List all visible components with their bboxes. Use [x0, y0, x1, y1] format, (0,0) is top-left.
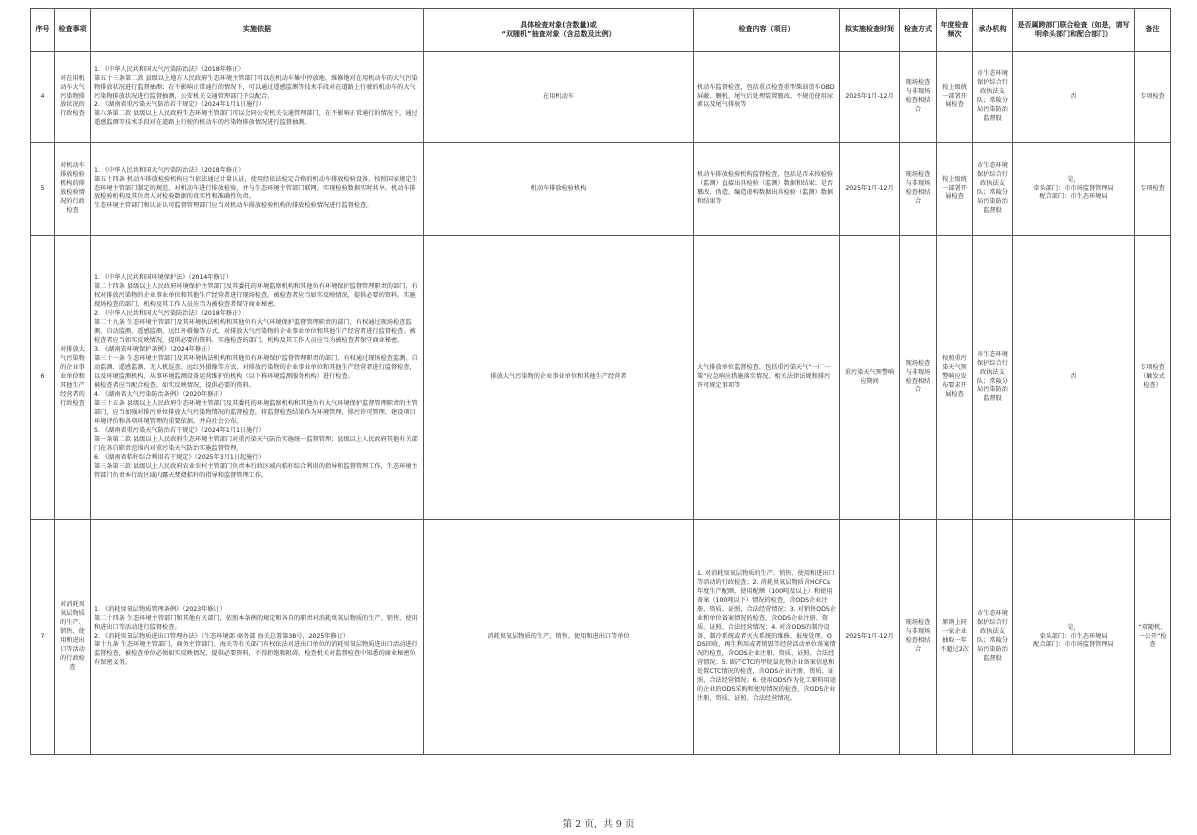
row-item: 对消耗臭氧层物质的生产、销售、使用和进出口等活动的行政检查 [55, 520, 91, 755]
row-basis: 1. 《中华人民共和国大气污染防治法》（2018年修正） 第五十四条 机动车排放检验机构应当依法通过计量认证，使用经依法检定合格的机动车排放检验设备，按照国家规定生态环境主管部门制定的规范，对机动车进行排放检验，并与生态环境主管部门联网，实现检验数据实时共享。机动车排放检验机构及其负责人对检验数据的真实性和准确性负责。 生态环境主管部门和认证认可监督管理部门应当对机动车排放检验机构的排放检验情况进行监督检查。 [91, 143, 424, 236]
header-item: 检查事项 [55, 9, 91, 52]
inspection-plan-sheet [30, 8, 1171, 755]
row-seq: 4 [31, 52, 55, 143]
row-item: 对机动车排放检验机构的排放检验情况的行政检查 [55, 143, 91, 236]
row-seq: 6 [31, 236, 55, 520]
row-remark: 专项检查 [1135, 143, 1171, 236]
row-basis: 1. 《消耗臭氧层物质管理条例》（2023年修订） 第二十四条 生态环境主管部门和其他有关部门，依照本条例的规定和各自的职责对消耗臭氧层物质的生产、销售、使用和进出口等活动进行监督检查。 2. 《消耗臭氧层物质进出口管理办法》（生态环境部 商务部 海关总署第38号，2025年修订） 第十九条 生态环境主管部门、商务主管部门、海关等有关部门有权依法对进出口单位的消耗臭氧层物质进出口活动进行监督检查，被检查单位必须如实反映情况，提供必要资料，不得拒绝和阻碍。检查机关对监督检查中知悉的商业秘密负有保密义务。 [91, 520, 424, 755]
row-method: 现场检查与非现场检查相结合 [900, 52, 937, 143]
row-freq: 按上级统一部署开展检查 [937, 52, 973, 143]
row-remark: 专项检查 [1135, 52, 1171, 143]
row-seq: 7 [31, 520, 55, 755]
header-freq: 年度检查频次 [937, 9, 973, 52]
header-target: 具体检查对象(含数量)或 “双随机”抽查对象（含总数及比例） [424, 9, 694, 52]
row-freq: 按上级统一部署开展检查 [937, 143, 973, 236]
row-joint: 否 [1013, 236, 1135, 520]
row-target: 消耗臭氧层物质的生产、销售、使用和进出口等单位 [424, 520, 694, 755]
row-time: 2025年1月-12月 [840, 52, 900, 143]
row-method: 现场检查与非现场检查相结合 [900, 143, 937, 236]
row-time: 2025年1月-12月 [840, 143, 900, 236]
row-time: 2025年1月-12月 [840, 520, 900, 755]
row-content: 机动车排放检验机构监督检查，包括是否未按检验（监测）直接出具检验（监测）数据和结果；是否篡改、伪造、编造虚构数据出具检验（监测）数据和结果等 [694, 143, 840, 236]
row-org: 市生态环境保护综合行政执法支队；常陵分局污染防治监督股 [973, 236, 1013, 520]
row-joint: 是， 牵头部门：市市场监督管理局 配合部门：市生态环境局 [1013, 143, 1135, 236]
header-remark: 备注 [1135, 9, 1171, 52]
row-remark: 专项检查（触发式检查） [1135, 236, 1171, 520]
header-content: 检查内容（项目） [694, 9, 840, 52]
table-row [31, 236, 1171, 520]
table-row [31, 520, 1171, 755]
header-joint: 是否属跨部门联合检查（如是，请写明牵头部门和配合部门） [1013, 9, 1135, 52]
row-method: 现场检查与非现场检查相结合 [900, 520, 937, 755]
row-org: 市生态环境保护综合行政执法支队；常陵分局污染防治监督股 [973, 520, 1013, 755]
row-content: 大气排放单位监督检查，包括重污染天气“一厂一策”应急响应措施落实情况、相关法律法规和排污许可规定事项等 [694, 236, 840, 520]
row-basis: 1. 《中华人民共和国大气污染防治法》（2018年修正） 第五十三条第二款 县级以上地方人民政府生态环境主管部门可以在机动车集中停放地、维修地对在用机动车的大气污染物排放状况进行监督抽测；在不影响正常通行的情况下，可以通过遥感监测等技术手段对在道路上行驶的机动车的大气污染物排放状况进行监督抽测，公安机关交通管理部门予以配合。 2. 《湖南省重污染天气防治若干规定》（2024年1月1日施行） 第八条第二款 县级以上人民政府生态环境主管部门可以会同公安机关交通管理部门，在不影响正常通行的情况下，通过遥感监测等技术手段对在道路上行驶的机动车的污染物排放情况进行监督抽测。 [91, 52, 424, 143]
header-basis: 实施依据 [91, 9, 424, 52]
table-row [31, 52, 1171, 143]
row-joint: 否 [1013, 52, 1135, 143]
page-number: 第 2 页，共 9 页 [562, 819, 635, 830]
inspection-plan-table [30, 8, 1171, 755]
row-time: 重污染天气预警响应期间 [840, 236, 900, 520]
row-method: 现场检查与非现场检查相结合 [900, 236, 937, 520]
row-item: 对在用机动车大气污染物排放状况的行政检查 [55, 52, 91, 143]
header-seq: 序号 [31, 9, 55, 52]
row-freq: 原则上同一家企业抽取一年不超过2次 [937, 520, 973, 755]
row-target: 机动车排放检验机构 [424, 143, 694, 236]
row-org: 市生态环境保护综合行政执法支队；常陵分局污染防治监督股 [973, 52, 1013, 143]
row-freq: 按照重污染天气预警响应发布要求开展检查 [937, 236, 973, 520]
table-header-row [31, 9, 1171, 52]
row-remark: “双随机、一公开”检查 [1135, 520, 1171, 755]
row-joint: 是， 牵头部门：市生态环境局 配合部门：市市场监督管理局 [1013, 520, 1135, 755]
row-target: 排放大气污染物的企业事业单位和其他生产经营者 [424, 236, 694, 520]
header-time: 拟实施检查时间 [840, 9, 900, 52]
row-target: 在用机动车 [424, 52, 694, 143]
row-seq: 5 [31, 143, 55, 236]
row-basis: 1. 《中华人民共和国环境保护法》（2014年修订） 第二十四条 县级以上人民政府环境保护主管部门及其委托的环境监察机构和其他负有环境保护监督管理职责的部门，有权对排放污染物的企业事业单位和其他生产经营者进行现场检查。被检查者应当如实反映情况，提供必要的资料。实施现场检查的部门、机构及其工作人员应当为被检查者保守商业秘密。 2. 《中华人民共和国大气污染防治法》（2018年修正） 第二十九条 生态环境主管部门及其环境执法机构和其他负有大气环境保护监督管理职责的部门，有权通过现场检查监测、自动监测、遥感监测、远红外摄像等方式，对排放大气污染物的企业事业单位和其他生产经营者进行监督检查。被检查者应当如实反映情况，提供必要的资料。实施检查的部门、机构及其工作人员应当为被检查者保守商业秘密。 3. 《湖南省环境保护条例》（2024年修正） 第三十一条 生态环境主管部门及其环境执法机构和其他负有环境保护监督管理职责的部门，有权通过现场检查监测、自动监测、遥感监测、无人机巡查、远红外摄像等方式，对排放污染物的企业事业单位和其他生产经营者进行监督检查，以及环境监测机构、从事环境监测设备运营维护的机构（以下称环境监测服务机构）进行检查。 被检查者应当配合检查，如实反映情况，提供必要的资料。 4. 《湖南省大气污染防治条例》（2020年修正） 第三十五条 县级以上人民政府生态环境主管部门及其委托的环境监察机构和其他负有大气环境保护监督管理职责的主管部门，应当加强对排污单位排放大气污染物情况的监督检查，将监督检查结果作为环境管理、排污许可管理、建设项目环境评价和各项环境管理的重要依据，并向社会公布。 5. 《湖南省重污染天气防治若干规定》（2024年1月1日施行） 第一条第二款 县级以上人民政府生态环境主管部门对重污染天气防治实施统一监督管理；县级以上人民政府其他有关部门在各自职责范围内对重污染天气防治实施监督管理。 6. 《湖南省秸秆综合利用若干规定》（2025年3月1日起施行） 第三条第三款 县级以上人民政府农业农村主管部门负责本行政区域内秸秆综合利用的指导和监督管理工作，生态环境主管部门负责本行政区域内露天焚烧秸秆的指导和监督管理工作。 [91, 236, 424, 520]
header-method: 检查方式 [900, 9, 937, 52]
row-org: 市生态环境保护综合行政执法支队；常陵分局污染防治监督股 [973, 143, 1013, 236]
row-content: 机动车监督检查，包括重点检查重型柴油货车OBD屏蔽、删机、尾气后处理装置篡改、不规范使用尿素以及尾气排放等 [694, 52, 840, 143]
header-org: 承办机构 [973, 9, 1013, 52]
row-content: 1. 对消耗臭氧层物质的生产、销售、使用和进出口等活动的行政检查；2. 消耗臭氧层物质含HCFCs 年度生产配额，使用配额（100吨及以上）和使用备案（100吨以下）情况的检查，含ODS企业注册、资质、证照、合法经营情况；3. 对销售ODS企业和单位备案情况的检查，含ODS企业注册、资质、证照、合法经营情况；4. 对含ODS的制冷设备、制冷系统或者灭火系统的维修、报废处理、ODS回收、再生利用或者销毁等经营活动单位备案情况的检查，含ODS企业注册、资质、证照、合法经营情况；5. 副产CTC的甲烷氯化物企业备案信息和处置CTC情况的检查，含ODS企业注册、资质、证照、合法经营情况；6. 使用ODS作为化工原料用途的企业的ODS采购和使用情况的检查，含ODS企业注册、资质、证照、合法经营情况。 [694, 520, 840, 755]
table-row [31, 143, 1171, 236]
row-item: 对排放大气污染物的企业事业单位和其他生产经营者的行政检查 [55, 236, 91, 520]
